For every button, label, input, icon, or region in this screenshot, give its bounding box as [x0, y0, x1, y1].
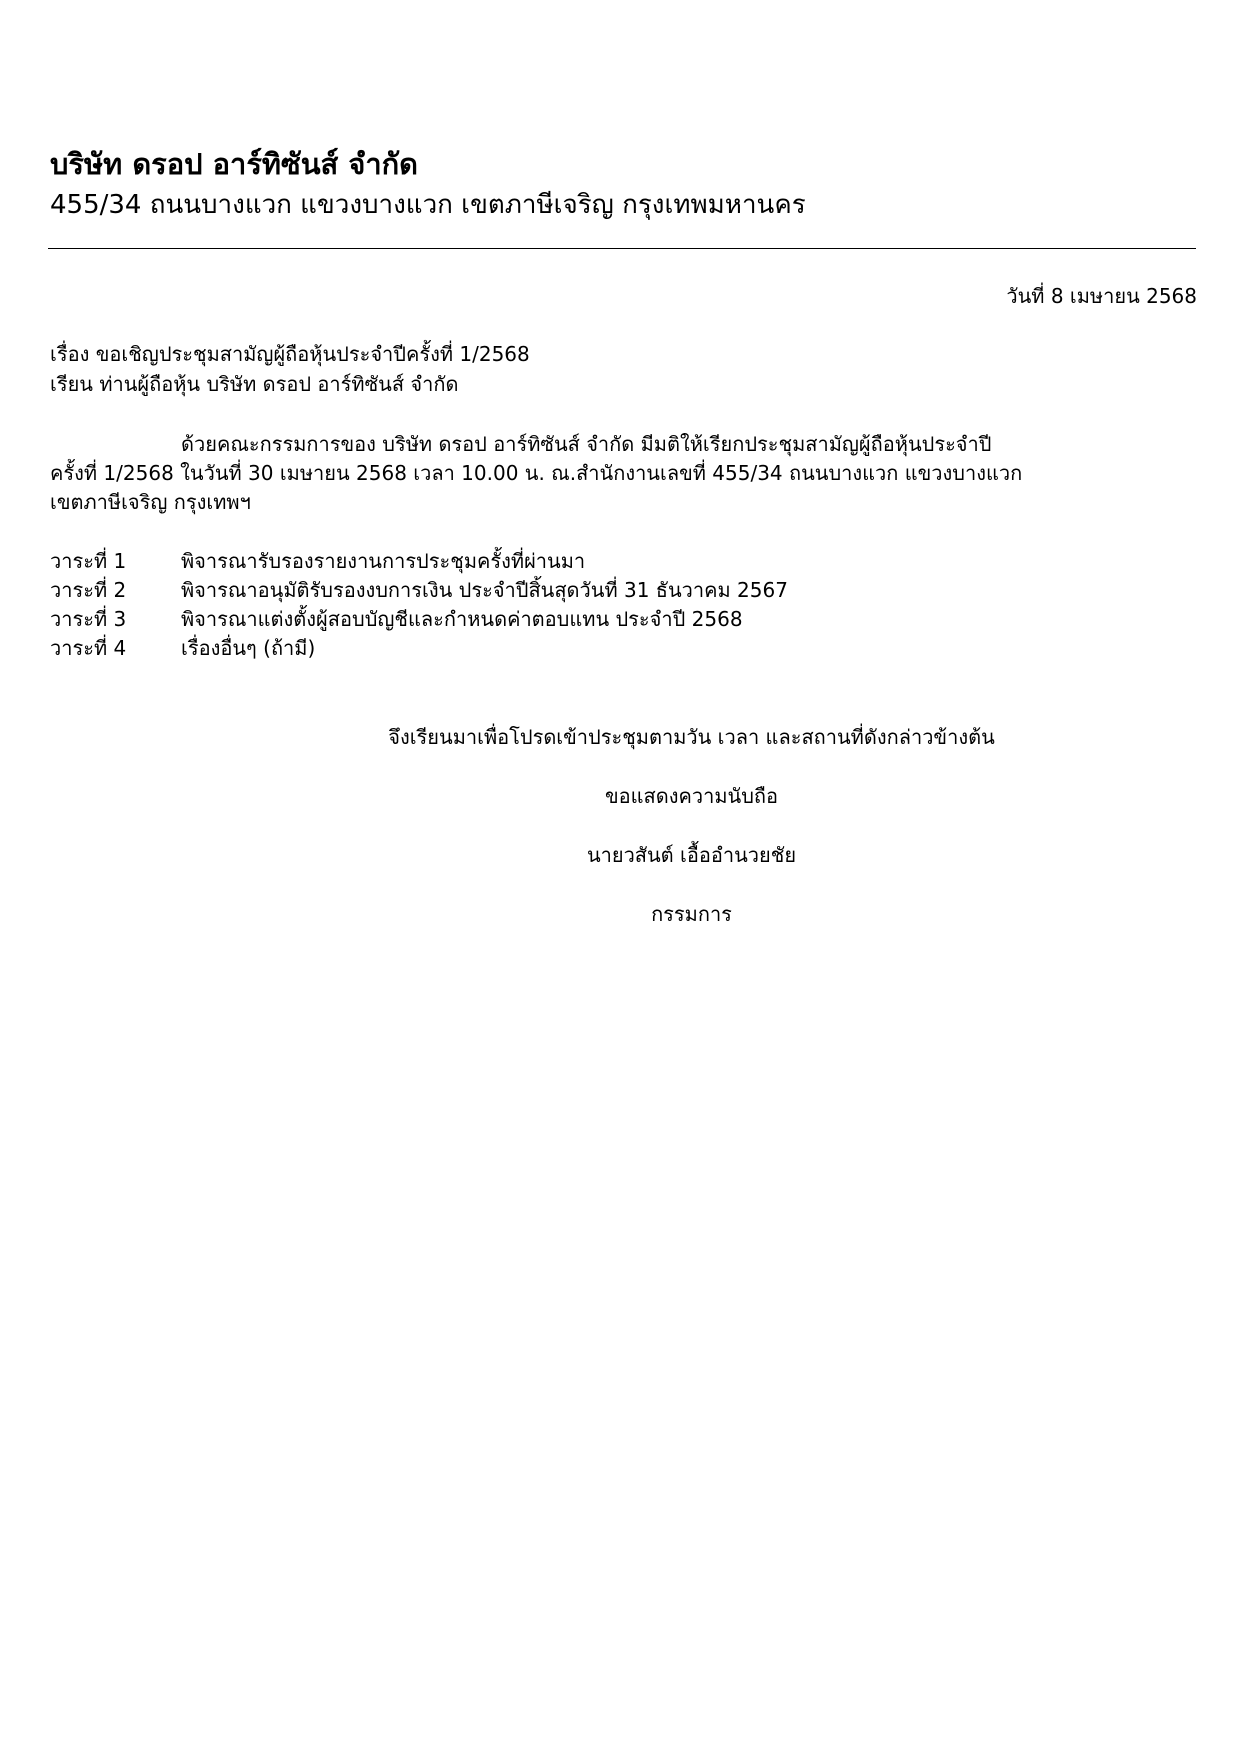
agenda-text: เรื่องอื่นๆ (ถ้ามี)	[181, 636, 316, 660]
agenda-text: พิจารณารับรองรายงานการประชุมครั้งที่ผ่านมา	[181, 549, 586, 573]
agenda-label: วาระที่ 1	[50, 549, 127, 573]
agenda-label: วาระที่ 3	[50, 607, 127, 631]
signatory-title: กรรมการ	[651, 902, 732, 926]
company-address: 455/34 ถนนบางแวก แขวงบางแวก เขตภาษีเจริญ กรุงเทพมหานคร	[50, 190, 806, 220]
company-name: บริษัท ดรอป อาร์ทิซันส์ จำกัด	[50, 147, 419, 181]
letter-recipient: เรียน ท่านผู้ถือหุ้น บริษัท ดรอป อาร์ทิซันส์ จำกัด	[50, 372, 459, 396]
signatory-name: นายวสันต์ เอื้ออำนวยชัย	[586, 843, 797, 867]
letter-date: วันที่ 8 เมษายน 2568	[1006, 284, 1197, 308]
agenda-text: พิจารณาอนุมัติรับรองงบการเงิน ประจำปีสิ้นสุดวันที่ 31 ธันวาคม 2567	[181, 578, 788, 602]
header-divider	[48, 248, 1196, 249]
agenda-label: วาระที่ 4	[50, 636, 127, 660]
paragraph-line: ด้วยคณะกรรมการของ บริษัท ดรอป อาร์ทิซันส์ จำกัด มีมติให้เรียกประชุมสามัญผู้ถือหุ้นประจำปี	[181, 432, 992, 456]
letter-subject: เรื่อง ขอเชิญประชุมสามัญผู้ถือหุ้นประจำปีครั้งที่ 1/2568	[50, 342, 530, 366]
paragraph-line: ครั้งที่ 1/2568 ในวันที่ 30 เมษายน 2568 เวลา 10.00 น. ณ.สำนักงานเลขที่ 455/34 ถนนบางแวก แขวงบางแวก	[50, 461, 1023, 485]
agenda-label: วาระที่ 2	[50, 578, 127, 602]
closing-statement: จึงเรียนมาเพื่อโปรดเข้าประชุมตามวัน เวลา และสถานที่ดังกล่าวข้างต้น	[388, 725, 995, 749]
agenda-text: พิจารณาแต่งตั้งผู้สอบบัญชีและกำหนดค่าตอบแทน ประจำปี 2568	[181, 607, 743, 631]
sign-off: ขอแสดงความนับถือ	[604, 784, 779, 808]
paragraph-line: เขตภาษีเจริญ กรุงเทพฯ	[50, 490, 251, 514]
